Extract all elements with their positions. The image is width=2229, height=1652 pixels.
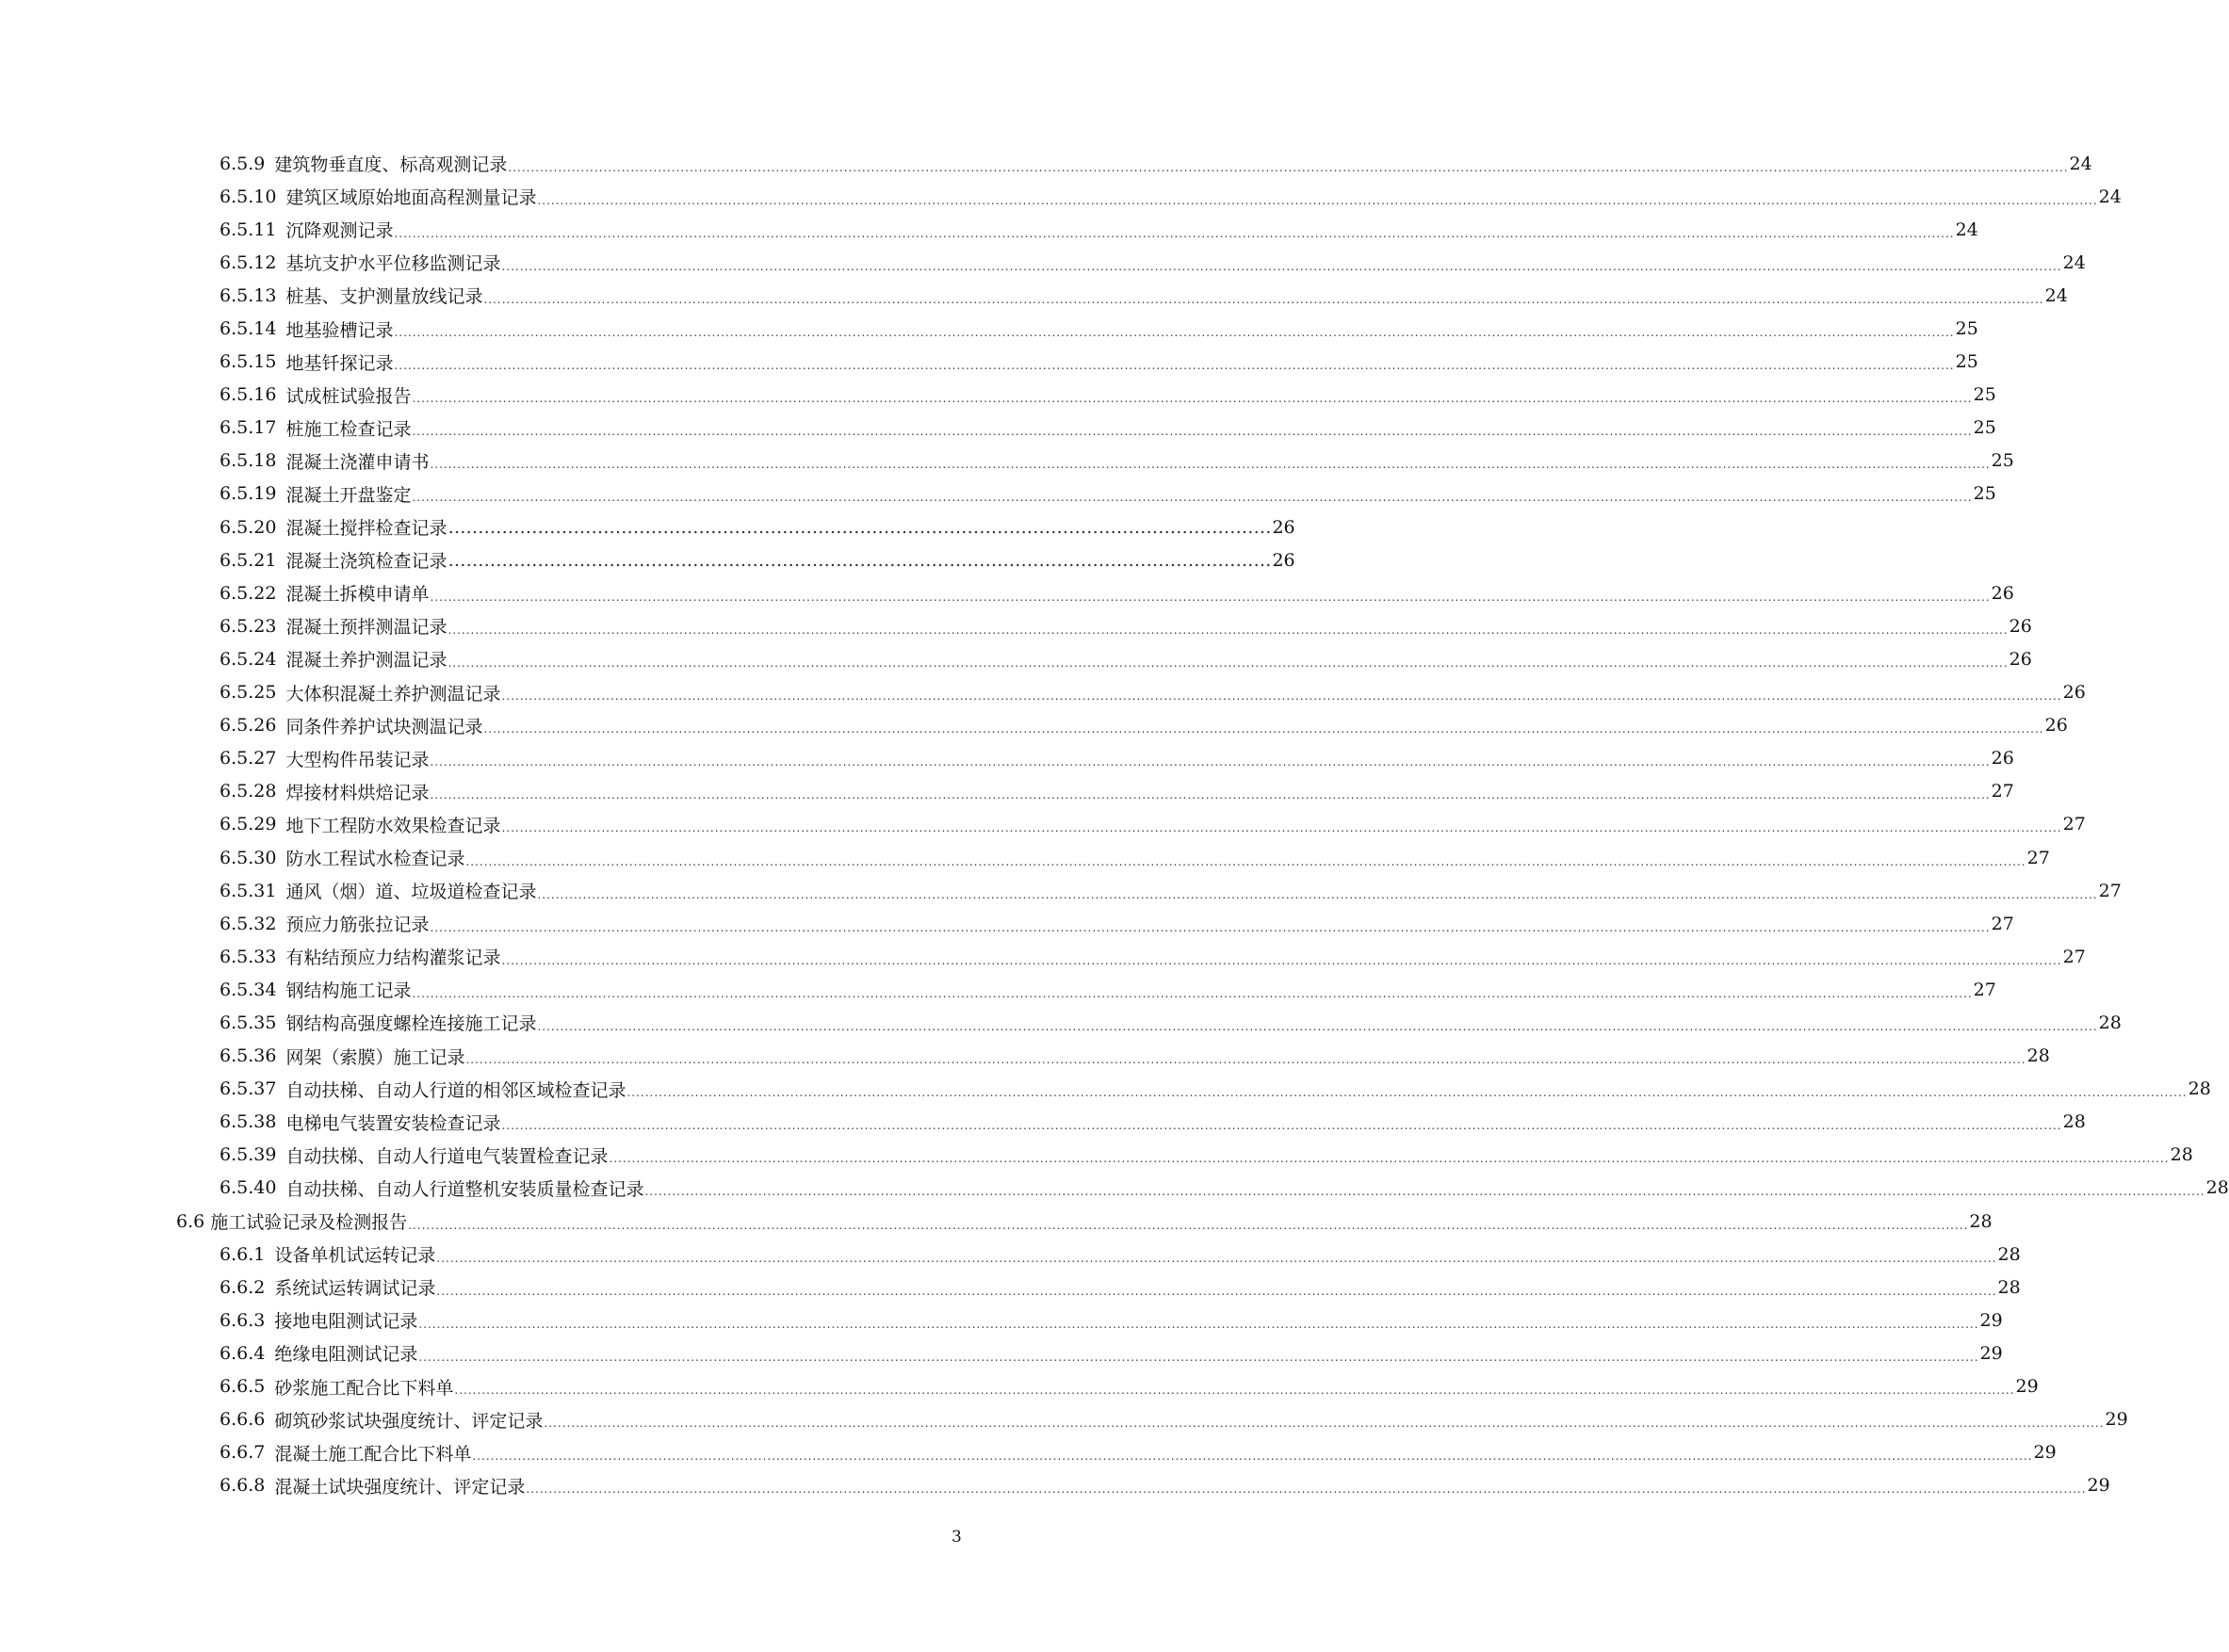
toc-entry[interactable] xyxy=(0,841,2050,874)
toc-entry-title: 混凝土施工配合比下料单 xyxy=(274,1443,472,1465)
toc-dot-leader xyxy=(508,154,2068,174)
toc-entry[interactable] xyxy=(0,642,2032,675)
toc-entry-number: 6.6.1 xyxy=(220,1243,266,1265)
toc-entry-page: 27 xyxy=(2098,880,2122,901)
toc-entry[interactable] xyxy=(0,1403,2128,1436)
toc-entry-page: 26 xyxy=(1991,748,2014,769)
toc-dot-leader xyxy=(501,814,2061,834)
toc-entry[interactable] xyxy=(0,1238,2021,1271)
toc-entry[interactable] xyxy=(0,576,2014,609)
toc-entry[interactable] xyxy=(0,940,2086,973)
toc-entry-title: 地下工程防水效果检查记录 xyxy=(285,815,501,836)
toc-dot-leader xyxy=(483,715,2043,736)
toc-entry[interactable] xyxy=(0,279,2068,312)
toc-entry-title: 焊接材料烘焙记录 xyxy=(285,782,430,803)
toc-entry-page: 29 xyxy=(2105,1409,2128,1431)
toc-dot-leader xyxy=(483,285,2043,306)
toc-entry-number: 6.5.18 xyxy=(220,450,277,472)
toc-dot-leader xyxy=(501,682,2061,703)
toc-entry[interactable] xyxy=(0,609,2032,642)
toc-dot-leader xyxy=(430,914,1990,934)
toc-dot-leader xyxy=(537,186,2097,207)
toc-entry-number: 6.6 xyxy=(176,1210,205,1232)
toc-dot-leader xyxy=(430,583,1990,604)
toc-entry-title: 系统试运转调试记录 xyxy=(274,1278,436,1300)
toc-entry-number: 6.5.28 xyxy=(220,781,277,802)
toc-entry-number: 6.5.19 xyxy=(220,483,277,505)
toc-entry-title: 钢结构高强度螺栓连接施工记录 xyxy=(285,1013,537,1035)
toc-entry[interactable] xyxy=(0,907,2014,940)
toc-entry[interactable] xyxy=(0,147,2092,180)
toc-entry-title: 防水工程试水检查记录 xyxy=(285,849,465,870)
toc-entry[interactable] xyxy=(0,1106,2086,1139)
toc-dot-leader xyxy=(526,1475,2086,1496)
toc-entry-number: 6.5.36 xyxy=(220,1045,277,1067)
toc-entry-number: 6.5.15 xyxy=(220,351,277,373)
toc-entry-number: 6.5.39 xyxy=(220,1144,277,1166)
toc-entry-page: 24 xyxy=(1955,219,1978,240)
toc-entry-page: 28 xyxy=(2205,1177,2229,1199)
toc-entry[interactable] xyxy=(0,709,2068,742)
toc-dot-leader xyxy=(537,1012,2097,1033)
toc-dot-leader xyxy=(447,649,2008,670)
toc-entry-number: 6.5.14 xyxy=(220,318,277,340)
toc-dot-leader xyxy=(465,1045,2026,1066)
toc-entry-page: 24 xyxy=(2098,186,2122,207)
toc-entry-number: 6.6.6 xyxy=(220,1409,266,1431)
toc-dot-leader xyxy=(447,550,1271,571)
toc-entry-title: 绝缘电阻测试记录 xyxy=(274,1344,418,1366)
toc-entry-title: 大体积混凝土养护测温记录 xyxy=(285,683,501,705)
toc-dot-leader xyxy=(436,1244,1996,1265)
toc-entry-title: 混凝土浇灌申请书 xyxy=(285,451,430,473)
toc-entry-number: 6.6.3 xyxy=(220,1309,266,1331)
toc-entry-page: 27 xyxy=(2062,946,2086,967)
toc-dot-leader xyxy=(394,219,1954,240)
toc-entry-title: 沉降观测记录 xyxy=(285,220,394,242)
toc-dot-leader xyxy=(430,748,1990,769)
toc-dot-leader xyxy=(394,351,1954,372)
toc-entry[interactable] xyxy=(0,312,1978,345)
toc-entry-number: 6.6.8 xyxy=(220,1475,266,1497)
toc-entry-number: 6.5.13 xyxy=(220,284,277,306)
toc-entry-number: 6.5.27 xyxy=(220,748,277,769)
toc-entry-title: 自动扶梯、自动人行道电气装置检查记录 xyxy=(285,1145,609,1167)
toc-entry-title: 大型构件吊装记录 xyxy=(285,749,430,770)
toc-entry-title: 自动扶梯、自动人行道的相邻区域检查记录 xyxy=(285,1079,626,1101)
toc-entry-title: 建筑物垂直度、标高观测记录 xyxy=(274,154,508,176)
toc-entry-number: 6.6.4 xyxy=(220,1342,266,1364)
toc-entry[interactable] xyxy=(0,543,1295,576)
toc-entry-number: 6.5.16 xyxy=(220,384,277,406)
toc-dot-leader xyxy=(447,616,2008,637)
toc-entry-page: 24 xyxy=(2062,251,2086,273)
toc-entry-title: 混凝土拆模申请单 xyxy=(285,584,430,606)
toc-entry[interactable] xyxy=(0,445,2014,478)
toc-entry-title: 地基验槽记录 xyxy=(285,319,394,341)
toc-entry-title: 通风（烟）道、垃圾道检查记录 xyxy=(285,882,537,903)
toc-dot-leader xyxy=(644,1177,2205,1198)
toc-dot-leader xyxy=(408,1211,1968,1232)
toc-dot-leader xyxy=(430,781,1990,802)
toc-entry-number: 6.5.12 xyxy=(220,251,277,273)
toc-entry[interactable] xyxy=(0,510,1295,543)
toc-entry[interactable] xyxy=(0,180,2122,213)
toc-entry[interactable] xyxy=(0,973,1996,1006)
toc-entry-title: 网架（索膜）施工记录 xyxy=(285,1046,465,1068)
toc-entry-page: 25 xyxy=(1955,351,1978,373)
toc-entry-page: 27 xyxy=(1973,979,1996,1000)
toc-entry[interactable] xyxy=(0,1436,2057,1469)
toc-dot-leader xyxy=(544,1409,2104,1430)
toc-dot-leader xyxy=(501,947,2061,967)
toc-entry-page: 28 xyxy=(1997,1243,2021,1265)
toc-entry-number: 6.6.5 xyxy=(220,1376,266,1398)
toc-entry-title: 电梯电气装置安装检查记录 xyxy=(285,1112,501,1134)
toc-entry-title: 预应力筋张拉记录 xyxy=(285,915,430,936)
toc-entry-number: 6.5.25 xyxy=(220,682,277,704)
toc-dot-leader xyxy=(447,517,1271,538)
toc-entry-title: 桩施工检查记录 xyxy=(285,418,412,440)
toc-dot-leader xyxy=(472,1442,2032,1463)
toc-entry-page: 27 xyxy=(2026,847,2050,868)
toc-entry[interactable] xyxy=(0,1336,2003,1369)
toc-entry-number: 6.5.24 xyxy=(220,648,277,670)
toc-entry-number: 6.5.10 xyxy=(220,186,277,207)
toc-entry[interactable] xyxy=(0,1205,1993,1238)
toc-entry-number: 6.5.30 xyxy=(220,847,277,868)
toc-entry-number: 6.5.11 xyxy=(220,219,277,240)
toc-entry[interactable] xyxy=(0,478,1996,510)
toc-entry-title: 施工试验记录及检测报告 xyxy=(210,1212,408,1234)
toc-entry-page: 28 xyxy=(2098,1012,2122,1033)
toc-entry-number: 6.5.32 xyxy=(220,913,277,934)
toc-entry[interactable] xyxy=(0,1006,2122,1039)
toc-dot-leader xyxy=(394,318,1954,339)
toc-entry[interactable] xyxy=(0,1073,2211,1106)
toc-entry[interactable] xyxy=(0,742,2014,775)
toc-entry-page: 28 xyxy=(2026,1045,2050,1067)
toc-entry-title: 桩基、支护测量放线记录 xyxy=(285,286,483,308)
toc-entry-title: 混凝土试块强度统计、评定记录 xyxy=(274,1476,526,1498)
toc-entry-number: 6.6.2 xyxy=(220,1276,266,1298)
toc-entry-page: 25 xyxy=(1973,483,1996,505)
toc-entry[interactable] xyxy=(0,1304,2003,1336)
toc-entry-title: 混凝土浇筑检查记录 xyxy=(285,551,447,573)
toc-entry-page: 28 xyxy=(1997,1276,2021,1298)
toc-dot-leader xyxy=(454,1376,2014,1397)
toc-entry-title: 接地电阻测试记录 xyxy=(274,1311,418,1333)
toc-entry-title: 砂浆施工配合比下料单 xyxy=(274,1377,454,1399)
toc-entry-page: 29 xyxy=(2015,1376,2039,1398)
toc-entry-number: 6.5.37 xyxy=(220,1078,277,1100)
toc-entry-page: 26 xyxy=(1991,582,2014,604)
toc-dot-leader xyxy=(436,1277,1996,1298)
toc-entry[interactable] xyxy=(0,1172,2229,1205)
toc-dot-leader xyxy=(412,980,1972,1000)
toc-entry-title: 混凝土养护测温记录 xyxy=(285,650,447,672)
toc-entry-title: 混凝土搅拌检查记录 xyxy=(285,518,447,540)
toc-entry-page: 29 xyxy=(2087,1475,2110,1497)
toc-entry[interactable] xyxy=(0,775,2014,808)
toc-dot-leader xyxy=(412,483,1972,504)
toc-entry[interactable] xyxy=(0,676,2086,709)
toc-entry-number: 6.5.38 xyxy=(220,1111,277,1133)
toc-entry-page: 29 xyxy=(2033,1442,2057,1464)
toc-entry-page: 24 xyxy=(2069,153,2092,174)
toc-entry-page: 26 xyxy=(1272,549,1295,571)
toc-entry-number: 6.5.31 xyxy=(220,880,277,901)
toc-entry-title: 有粘结预应力结构灌浆记录 xyxy=(285,947,501,969)
toc-dot-leader xyxy=(465,848,2026,868)
toc-entry[interactable] xyxy=(0,246,2086,279)
toc-entry[interactable] xyxy=(0,1139,2193,1172)
toc-entry-title: 基坑支护水平位移监测记录 xyxy=(285,253,501,275)
toc-entry[interactable] xyxy=(0,213,1978,246)
toc-entry-number: 6.5.21 xyxy=(220,549,277,571)
toc-entry-number: 6.5.23 xyxy=(220,615,277,637)
toc-dot-leader xyxy=(412,384,1972,405)
toc-entry[interactable] xyxy=(0,808,2086,841)
page-number: 3 xyxy=(952,1528,962,1547)
toc-entry-title: 试成桩试验报告 xyxy=(285,385,412,407)
toc-entry-number: 6.5.33 xyxy=(220,946,277,967)
toc-dot-leader xyxy=(609,1144,2169,1165)
toc-entry-title: 同条件养护试块测温记录 xyxy=(285,716,483,737)
toc-dot-leader xyxy=(418,1343,1978,1364)
toc-entry-page: 28 xyxy=(2062,1111,2086,1133)
toc-entry[interactable] xyxy=(0,1469,2110,1502)
toc-entry-title: 自动扶梯、自动人行道整机安装质量检查记录 xyxy=(285,1178,644,1200)
toc-dot-leader xyxy=(501,252,2061,273)
toc-entry[interactable] xyxy=(0,1369,2039,1402)
toc-entry-page: 28 xyxy=(2188,1078,2211,1100)
toc-dot-leader xyxy=(430,450,1990,471)
toc-dot-leader xyxy=(501,1111,2061,1132)
toc-entry-page: 26 xyxy=(2009,648,2032,670)
toc-entry-page: 25 xyxy=(1973,417,1996,439)
toc-entry[interactable] xyxy=(0,346,1978,379)
toc-entry-title: 混凝土开盘鉴定 xyxy=(285,484,412,506)
toc-entry-number: 6.5.9 xyxy=(220,153,266,174)
toc-entry-number: 6.5.22 xyxy=(220,582,277,604)
toc-entry-title: 设备单机试运转记录 xyxy=(274,1245,436,1267)
toc-entry-page: 26 xyxy=(2062,682,2086,704)
toc-entry-number: 6.5.20 xyxy=(220,516,277,538)
toc-entry[interactable] xyxy=(0,1040,2050,1073)
toc-entry-page: 25 xyxy=(1955,318,1978,340)
toc-entry[interactable] xyxy=(0,1271,2021,1304)
toc-entry-page: 29 xyxy=(1979,1342,2003,1364)
toc-dot-leader xyxy=(418,1310,1978,1331)
toc-entry-page: 29 xyxy=(1979,1309,2003,1331)
toc-entry-number: 6.5.29 xyxy=(220,814,277,835)
toc-entry-page: 24 xyxy=(2044,284,2068,306)
toc-entry-number: 6.6.7 xyxy=(220,1442,266,1464)
toc-entry-page: 25 xyxy=(1991,450,2014,472)
toc-entry[interactable] xyxy=(0,379,1996,412)
toc-entry-page: 26 xyxy=(2009,615,2032,637)
toc-entry-page: 27 xyxy=(2062,814,2086,835)
toc-entry[interactable] xyxy=(0,412,1996,445)
toc-entry-page: 28 xyxy=(1969,1210,1993,1232)
toc-dot-leader xyxy=(537,881,2097,901)
toc-entry-page: 26 xyxy=(1272,516,1295,538)
toc-entry-title: 建筑区域原始地面高程测量记录 xyxy=(285,187,537,209)
toc-entry-number: 6.5.26 xyxy=(220,715,277,737)
toc-entry-number: 6.5.40 xyxy=(220,1177,277,1199)
toc-entry-page: 27 xyxy=(1991,781,2014,802)
toc-entry-page: 27 xyxy=(1991,913,2014,934)
toc-dot-leader xyxy=(626,1078,2187,1099)
toc-entry-title: 地基钎探记录 xyxy=(285,352,394,374)
table-of-contents xyxy=(0,147,2229,1502)
toc-entry-title: 混凝土预拌测温记录 xyxy=(285,617,447,639)
toc-entry[interactable] xyxy=(0,874,2122,907)
toc-entry-page: 26 xyxy=(2044,715,2068,737)
toc-entry-number: 6.5.34 xyxy=(220,979,277,1000)
toc-entry-number: 6.5.17 xyxy=(220,417,277,439)
toc-entry-page: 28 xyxy=(2170,1144,2193,1166)
toc-entry-title: 钢结构施工记录 xyxy=(285,980,412,1002)
toc-entry-page: 25 xyxy=(1973,384,1996,406)
toc-entry-title: 砌筑砂浆试块强度统计、评定记录 xyxy=(274,1410,544,1432)
toc-dot-leader xyxy=(412,417,1972,438)
toc-entry-number: 6.5.35 xyxy=(220,1012,277,1033)
